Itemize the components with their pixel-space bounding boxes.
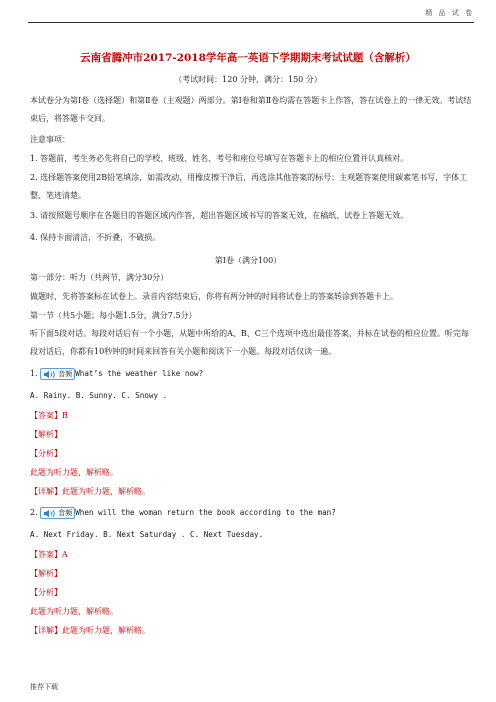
detail-text: 【详解】此题为听力题，解析略。 — [30, 626, 150, 635]
fenxi-label: 【分析】 — [30, 449, 62, 458]
note-item: 4. 保持卡面清洁，不折叠，不破损。 — [30, 233, 161, 242]
audio-label: 音频 — [58, 370, 73, 378]
speaker-icon — [43, 509, 57, 518]
intro-paragraph: 本试卷分为第Ⅰ卷（选择题）和第Ⅱ卷（主观题）两部分。第Ⅰ卷和第Ⅱ卷均需在答题卡上作答，答在试卷上的一律无效。考试结束后，将答题卡交回。 — [30, 96, 472, 123]
analysis-text: 此题为听力题，解析略。 — [30, 468, 118, 477]
note-item: 3. 请按照题号顺序在各题目的答题区域内作答，超出答题区域书写的答案无效，在稿纸、试卷上答题无效。 — [30, 211, 409, 220]
fenxi-label: 【分析】 — [30, 588, 62, 597]
section-title: 第Ⅰ卷（满分100） — [214, 256, 282, 265]
question-2 — [30, 507, 336, 519]
footer-label: 推荐下载 — [30, 683, 58, 691]
audio-button[interactable] — [40, 368, 75, 380]
answer-label: 【答案】A — [30, 550, 68, 559]
jiexi-label: 【解析】 — [30, 569, 62, 578]
notes-title: 注意事项： — [30, 135, 70, 144]
question-options: A. Rainy. B. Sunny. C. Snowy . — [30, 391, 168, 400]
note-item: 1. 答题前，考生务必先将自己的学校、班级、姓名、考号和座位号填写在答题卡上的相应位置并认真核对。 — [30, 154, 409, 163]
header-label: 精 品 试 卷 — [425, 9, 474, 17]
speaker-icon — [43, 370, 57, 379]
part-instructions: 做题时，先将答案标在试卷上。录音内容结束后，你将有两分钟的时间将试卷上的答案转涂到答题卡上。 — [30, 292, 398, 301]
question-number: 2. — [30, 508, 38, 517]
page-title: 云南省腾冲市2017-2018学年高一英语下学期期末考试试题（含解析） — [80, 52, 416, 64]
header-rule — [28, 22, 474, 23]
section-heading: 第一节（共5小题；每小题1.5分，满分7.5分） — [30, 311, 197, 320]
question-text: What’s the weather like now? — [75, 369, 204, 378]
detail-text: 【详解】此题为听力题，解析略。 — [30, 487, 150, 496]
part-heading: 第一部分：听力（共两节，满分30分） — [30, 273, 169, 282]
question-1 — [30, 368, 203, 380]
jiexi-label: 【解析】 — [30, 430, 62, 439]
audio-button[interactable] — [40, 507, 75, 519]
audio-label: 音频 — [58, 509, 73, 517]
exam-info: （考试时间：120 分钟，满分：150 分） — [174, 75, 322, 84]
question-text: When will the woman return the book according to the man? — [75, 508, 336, 517]
note-item: 2. 选择题答案使用2B铅笔填涂，如需改动，用橡皮擦干净后，再选涂其他答案的标号；主观题答案使用碳素笔书写，字体工整、笔迹清楚。 — [30, 173, 468, 200]
answer-label: 【答案】B — [30, 411, 68, 420]
section-instructions: 听下面5段对话。每段对话后有一个小题，从题中所给的A、B、C三个选项中选出最佳答案，并标在试卷的相应位置。听完每段对话后，你都有10秒钟的时间来回答有关小题和阅读下一小题。每段对话仅读一遍。 — [30, 329, 469, 356]
question-options: A. Next Friday. B. Next Saturday . C. Next Tuesday. — [30, 530, 264, 539]
question-number: 1. — [30, 369, 38, 378]
analysis-text: 此题为听力题，解析略。 — [30, 607, 118, 616]
